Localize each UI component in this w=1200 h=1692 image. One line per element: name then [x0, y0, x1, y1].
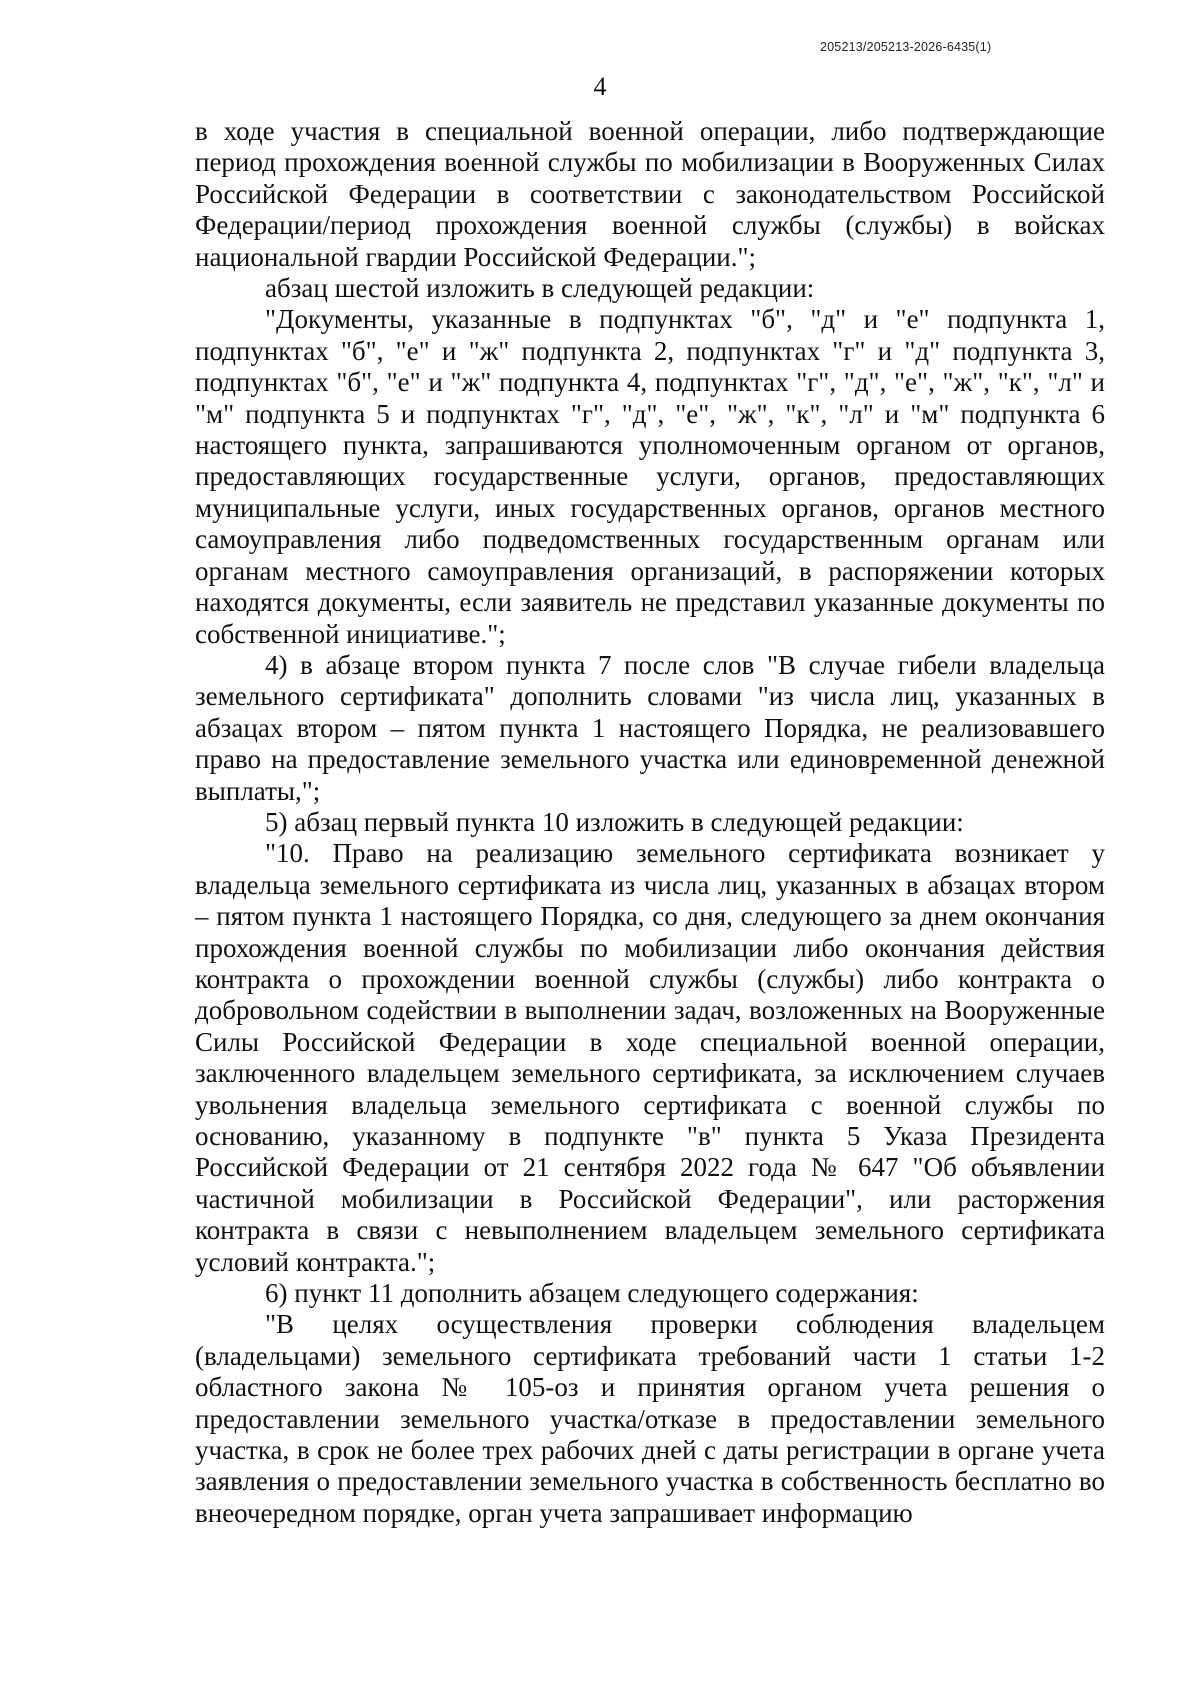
paragraph-instruction-abzac-6: абзац шестой изложить в следующей редакции:	[265, 273, 815, 304]
paragraph-point-11-quote: "В целях осуществления проверки соблюдения владельцем (владельцами) земельного сертификата требований части 1 статьи 1-2 областного закона № 105-оз и принятия органом учета решения о предоставлении земельного участка/отказе в предоставлении земельного участка, в срок не более трех рабочих дней с даты регистрации в органе учета заявления о предоставлении земельного участка в собственность бесплатно во внеочередном порядке, орган учета запрашивает информацию	[195, 1309, 1105, 1528]
paragraph-item-6: 6) пункт 11 дополнить абзацем следующего содержания:	[265, 1278, 919, 1309]
paragraph-point-10-quote: "10. Право на реализацию земельного сертификата возникает у владельца земельного сертификата из числа лиц, указанных в абзацах втором – пятом пункта 1 настоящего Порядка, со дня, следующего за днем окончания прохождения военной службы по мобилизации либо окончания действия контракта о прохождении военной службы (службы) либо контракта о добровольном содействии в выполнении задач, возложенных на Вооруженные Силы Российской Федерации в ходе специальной военной операции, заключенного владельцем земельного сертификата, за исключением случаев увольнения владельца земельного сертификата с военной службы по основанию, указанному в подпункте "в" пункта 5 Указа Президента Российской Федерации от 21 сентября 2022 года № 647 "Об объявлении частичной мобилизации в Российской Федерации", или расторжения контракта в связи с невыполнением владельцем земельного сертификата условий контракта.";	[195, 838, 1105, 1277]
paragraph-item-5: 5) абзац первый пункта 10 изложить в следующей редакции:	[265, 806, 964, 837]
paragraph-item-4: 4) в абзаце втором пункта 7 после слов "В случае гибели владельца земельного сертификата" дополнить словами "из числа лиц, указанных в абзацах втором – пятом пункта 1 настоящего Порядка, не реализовавшего право на предоставление земельного участка или единовременной денежной выплаты,";	[195, 649, 1105, 806]
document-id: 205213/205213-2026-6435(1)	[820, 40, 992, 54]
paragraph-documents-quote: "Документы, указанные в подпунктах "б", "д" и "е" подпункта 1, подпунктах "б", "е" и "ж" подпункта 2, подпунктах "г" и "д" подпункта 3, подпунктах "б", "е" и "ж" подпункта 4, подпунктах "г", "д", "е", "ж", "к", "л" и "м" подпункта 5 и подпунктах "г", "д", "е", "ж", "к", "л" и "м" подпункта 6 настоящего пункта, запрашиваются уполномоченным органом от органов, предоставляющих государственные услуги, органов, предоставляющих муниципальные услуги, иных государственных органов, органов местного самоуправления либо подведомственных государственным органам или органам местного самоуправления организаций, в распоряжении которых находятся документы, если заявитель не представил указанные документы по собственной инициативе.";	[195, 304, 1105, 649]
paragraph-continuation: в ходе участия в специальной военной операции, либо подтверждающие период прохождения военной службы по мобилизации в Вооруженных Силах Российской Федерации в соответствии с законодательством Российской Федерации/период прохождения военной службы (службы) в войсках национальной гвардии Российской Федерации.";	[195, 116, 1105, 272]
page-number: 4	[593, 72, 607, 101]
document-body	[195, 116, 1105, 1529]
